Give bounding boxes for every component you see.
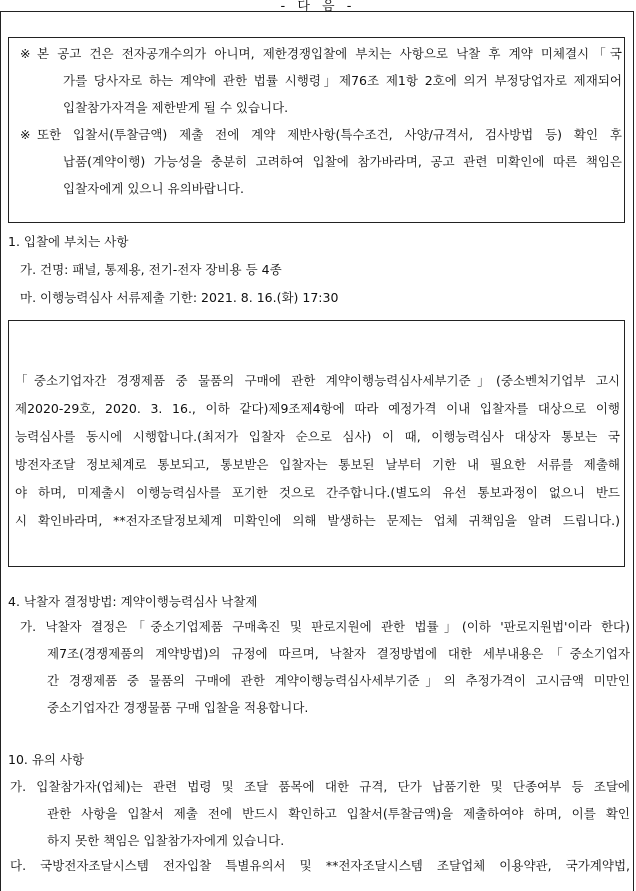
section-4-item-ga-2: 제7조(경쟁제품의 계약방법)의 규정에 따르며, 낙찰자 결정방법에 대한 세부내용은「중소기업자 [47, 646, 630, 661]
document-heading: - 다 음 - [280, 0, 356, 14]
notice-line-2c: 입찰자에게 있으니 유의바랍니다. [63, 181, 244, 196]
section-1-item-ga: 가. 건명: 패널, 통제용, 전기-전자 장비용 등 4종 [20, 262, 282, 277]
evaluation-notice-box [8, 320, 625, 567]
section-1-title: 1. 입찰에 부치는 사항 [8, 234, 129, 249]
section-4-title: 4. 낙찰자 결정방법: 계약이행능력심사 낙찰제 [8, 594, 258, 609]
evaluation-line-4: 방전자조달 정보체계로 통보되고, 통보받은 입찰자는 통보된 날부터 기한 내 필요한 서류를 제출해 [15, 457, 620, 472]
notice-line-1c: 입찰참가자격을 제한받게 될 수 있습니다. [63, 100, 289, 115]
evaluation-line-3: 능력심사를 동시에 시행합니다.(최저가 입찰자 순으로 심사) 이 때, 이행능력심사 대상자 통보는 국 [15, 429, 620, 444]
notice-box [8, 37, 625, 223]
notice-line-1a: 본 공고 건은 전자공개수의가 아니며, 제한경쟁입찰에 부치는 사항으로 낙찰 후 계약 미체결시「국 [37, 46, 622, 61]
notice-line-2a: 또한 입찰서(투찰금액) 제출 전에 계약 제반사항(특수조건, 사양/규격서, 검사방법 등) 확인 후 [37, 127, 622, 142]
evaluation-line-1: 「중소기업자간 경쟁제품 중 물품의 구매에 관한 계약이행능력심사세부기준」(중소벤처기업부 고시 [15, 373, 620, 388]
section-10-item-ga-2: 관한 사항을 입찰서 제출 전에 반드시 확인하고 입찰서(투찰금액)을 제출하여야 하며, 이를 확인 [47, 806, 630, 821]
section-4-item-ga-3: 간 경쟁제품 중 물품의 구매에 관한 계약이행능력심사세부기준」의 추정가격이 고시금액 미만인 [47, 673, 630, 688]
notice-line-2b: 납품(계약이행) 가능성을 충분히 고려하여 입찰에 참가바라며, 공고 관련 미확인에 따른 책임은 [63, 154, 622, 169]
section-4-item-ga-4: 중소기업자간 경쟁물품 구매 입찰을 적용합니다. [47, 700, 309, 715]
section-10-item-ga-3: 하지 못한 책임은 입찰참가자에게 있습니다. [47, 833, 285, 848]
notice-mark-2: ※ [20, 127, 31, 142]
evaluation-line-6: 시 확인바라며, **전자조달정보체계 미확인에 의해 발생하는 문제는 업체 귀책임을 알려 드립니다.) [15, 513, 620, 528]
evaluation-line-5: 야 하며, 미제출시 이행능력심사를 포기한 것으로 간주합니다.(별도의 유선 통보과정이 없으니 반드 [15, 485, 620, 500]
section-10-item-ga-1: 가. 입찰참가자(업체)는 관련 법령 및 조달 품목에 대한 규격, 단가 납품기한 및 단종여부 등 조달에 [10, 779, 630, 794]
section-10-title: 10. 유의 사항 [8, 752, 85, 767]
section-10-item-da-1: 다. 국방전자조달시스템 전자입찰 특별유의서 및 **전자조달시스템 조달업체 이용약관, 국가계약법, [10, 858, 630, 873]
section-4-item-ga-1: 가. 낙찰자 결정은「중소기업제품 구매촉진 및 판로지원에 관한 법률」(이하 '판로지원법'이라 한다) [20, 619, 630, 634]
notice-line-1b: 가를 당사자로 하는 계약에 관한 법률 시행령」제76조 제1항 2호에 의거 부정당업자로 제재되어 [63, 73, 622, 88]
evaluation-line-2: 제2020-29호, 2020. 3. 16., 이하 같다)제9조제4항에 따라 예정가격 이내 입찰자를 대상으로 이행 [15, 401, 620, 416]
section-1-item-ma: 마. 이행능력심사 서류제출 기한: 2021. 8. 16.(화) 17:30 [20, 290, 339, 305]
notice-mark-1: ※ [20, 46, 31, 61]
